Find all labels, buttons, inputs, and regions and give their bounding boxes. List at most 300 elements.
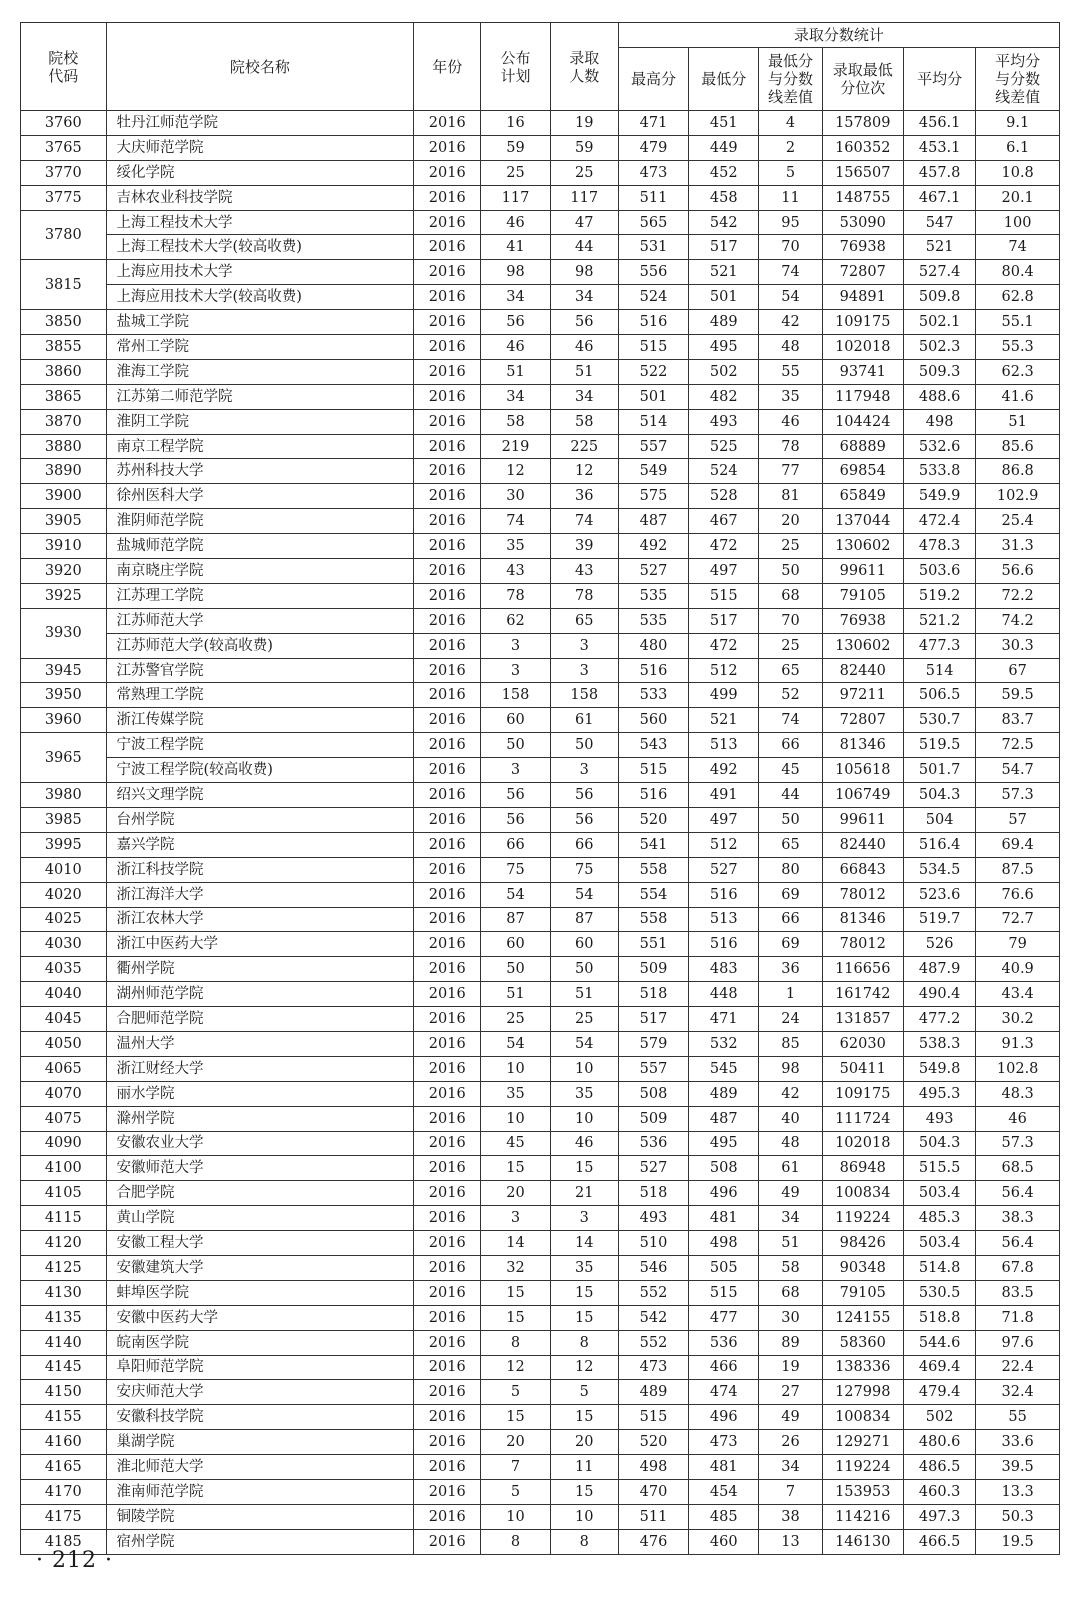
min-score-cell: 454 [689,1479,759,1504]
max-score-cell: 517 [618,1007,688,1032]
admitted-cell: 15 [550,1156,618,1181]
school-name-cell: 上海应用技术大学 [106,260,414,285]
school-code-cell: 4070 [21,1081,107,1106]
table-row [21,384,1060,409]
plan-cell: 7 [481,1455,550,1480]
avg-score-cell: 544.6 [903,1330,975,1355]
min-score-cell: 501 [689,285,759,310]
school-name-cell: 淮阴师范学院 [106,509,414,534]
min-rank-cell: 127998 [822,1380,903,1405]
avg-diff-cell: 20.1 [976,185,1060,210]
header-code: 院校 代码 [21,23,107,111]
min-diff-cell: 19 [759,1355,822,1380]
school-code-cell: 3850 [21,310,107,335]
year-cell: 2016 [414,957,481,982]
avg-diff-cell: 55 [976,1405,1060,1430]
admitted-cell: 25 [550,160,618,185]
min-rank-cell: 129271 [822,1430,903,1455]
avg-score-cell: 478.3 [903,534,975,559]
plan-cell: 35 [481,1081,550,1106]
avg-score-cell: 469.4 [903,1355,975,1380]
avg-diff-cell: 83.5 [976,1280,1060,1305]
admitted-cell: 3 [550,658,618,683]
avg-score-cell: 503.4 [903,1231,975,1256]
plan-cell: 3 [481,758,550,783]
avg-diff-cell: 41.6 [976,384,1060,409]
min-rank-cell: 109175 [822,310,903,335]
school-name-cell: 温州大学 [106,1031,414,1056]
min-score-cell: 512 [689,832,759,857]
header-admitted: 录取 人数 [550,23,618,111]
min-rank-cell: 72807 [822,260,903,285]
table-row [21,1231,1060,1256]
min-rank-cell: 78012 [822,882,903,907]
school-name-cell: 常熟理工学院 [106,683,414,708]
avg-diff-cell: 56.6 [976,559,1060,584]
school-code-cell: 4185 [21,1529,107,1554]
school-name-cell: 巢湖学院 [106,1430,414,1455]
avg-score-cell: 486.5 [903,1455,975,1480]
table-row [21,1305,1060,1330]
table-row [21,210,1060,235]
min-score-cell: 471 [689,1007,759,1032]
min-score-cell: 508 [689,1156,759,1181]
min-diff-cell: 70 [759,235,822,260]
avg-diff-cell: 38.3 [976,1206,1060,1231]
table-row [21,1181,1060,1206]
min-rank-cell: 81346 [822,733,903,758]
min-diff-cell: 38 [759,1504,822,1529]
min-score-cell: 477 [689,1305,759,1330]
max-score-cell: 518 [618,1181,688,1206]
admitted-cell: 117 [550,185,618,210]
admitted-cell: 35 [550,1081,618,1106]
min-score-cell: 491 [689,783,759,808]
school-name-cell: 南京工程学院 [106,434,414,459]
avg-diff-cell: 86.8 [976,459,1060,484]
school-name-cell: 淮阴工学院 [106,409,414,434]
header-avg: 平均分 [903,48,975,111]
avg-score-cell: 549.8 [903,1056,975,1081]
school-name-cell: 安徽农业大学 [106,1131,414,1156]
table-row [21,1031,1060,1056]
table-row [21,409,1060,434]
min-diff-cell: 49 [759,1405,822,1430]
year-cell: 2016 [414,1131,481,1156]
table-row [21,1081,1060,1106]
admitted-cell: 34 [550,285,618,310]
admitted-cell: 54 [550,882,618,907]
max-score-cell: 510 [618,1231,688,1256]
school-code-cell: 4065 [21,1056,107,1081]
year-cell: 2016 [414,1405,481,1430]
admitted-cell: 20 [550,1430,618,1455]
school-name-cell: 绍兴文理学院 [106,783,414,808]
avg-score-cell: 457.8 [903,160,975,185]
avg-score-cell: 526 [903,932,975,957]
avg-score-cell: 502.1 [903,310,975,335]
admitted-cell: 15 [550,1405,618,1430]
school-code-cell: 3930 [21,608,107,658]
min-diff-cell: 25 [759,633,822,658]
table-row [21,708,1060,733]
year-cell: 2016 [414,758,481,783]
plan-cell: 3 [481,658,550,683]
school-code-cell: 3995 [21,832,107,857]
school-name-cell: 淮北师范大学 [106,1455,414,1480]
school-name-cell: 牡丹江师范学院 [106,111,414,136]
max-score-cell: 479 [618,135,688,160]
year-cell: 2016 [414,434,481,459]
school-name-cell: 安庆师范大学 [106,1380,414,1405]
min-score-cell: 528 [689,484,759,509]
min-rank-cell: 105618 [822,758,903,783]
min-diff-cell: 42 [759,310,822,335]
year-cell: 2016 [414,111,481,136]
min-diff-cell: 24 [759,1007,822,1032]
school-code-cell: 4090 [21,1131,107,1156]
min-score-cell: 489 [689,310,759,335]
min-rank-cell: 124155 [822,1305,903,1330]
admitted-cell: 10 [550,1106,618,1131]
admitted-cell: 25 [550,1007,618,1032]
min-rank-cell: 86948 [822,1156,903,1181]
min-score-cell: 481 [689,1206,759,1231]
admitted-cell: 56 [550,807,618,832]
min-score-cell: 499 [689,683,759,708]
school-code-cell: 4075 [21,1106,107,1131]
avg-diff-cell: 46 [976,1106,1060,1131]
header-min-diff: 最低分 与分数 线差值 [759,48,822,111]
year-cell: 2016 [414,1081,481,1106]
school-name-cell: 浙江中医药大学 [106,932,414,957]
min-diff-cell: 77 [759,459,822,484]
min-diff-cell: 70 [759,608,822,633]
avg-score-cell: 504.3 [903,1131,975,1156]
year-cell: 2016 [414,683,481,708]
min-rank-cell: 137044 [822,509,903,534]
avg-score-cell: 493 [903,1106,975,1131]
year-cell: 2016 [414,484,481,509]
school-code-cell: 4165 [21,1455,107,1480]
year-cell: 2016 [414,1007,481,1032]
year-cell: 2016 [414,1181,481,1206]
year-cell: 2016 [414,1255,481,1280]
min-rank-cell: 131857 [822,1007,903,1032]
school-code-cell: 4105 [21,1181,107,1206]
school-name-cell: 吉林农业科技学院 [106,185,414,210]
table-row [21,1455,1060,1480]
max-score-cell: 515 [618,758,688,783]
plan-cell: 46 [481,210,550,235]
min-diff-cell: 35 [759,384,822,409]
max-score-cell: 565 [618,210,688,235]
plan-cell: 50 [481,957,550,982]
plan-cell: 20 [481,1181,550,1206]
school-name-cell: 江苏警官学院 [106,658,414,683]
avg-diff-cell: 50.3 [976,1504,1060,1529]
min-score-cell: 460 [689,1529,759,1554]
max-score-cell: 520 [618,807,688,832]
school-name-cell: 安徽科技学院 [106,1405,414,1430]
min-score-cell: 493 [689,409,759,434]
year-cell: 2016 [414,1504,481,1529]
min-rank-cell: 72807 [822,708,903,733]
year-cell: 2016 [414,135,481,160]
avg-score-cell: 490.4 [903,982,975,1007]
min-diff-cell: 34 [759,1206,822,1231]
admitted-cell: 11 [550,1455,618,1480]
min-score-cell: 517 [689,235,759,260]
table-row [21,658,1060,683]
max-score-cell: 471 [618,111,688,136]
year-cell: 2016 [414,857,481,882]
min-rank-cell: 79105 [822,1280,903,1305]
table-row [21,683,1060,708]
table-row [21,1529,1060,1554]
school-name-cell: 滁州学院 [106,1106,414,1131]
year-cell: 2016 [414,783,481,808]
admitted-cell: 44 [550,235,618,260]
avg-diff-cell: 30.3 [976,633,1060,658]
plan-cell: 3 [481,1206,550,1231]
min-score-cell: 502 [689,359,759,384]
avg-diff-cell: 39.5 [976,1455,1060,1480]
min-score-cell: 524 [689,459,759,484]
min-diff-cell: 65 [759,658,822,683]
admitted-cell: 8 [550,1330,618,1355]
max-score-cell: 535 [618,608,688,633]
school-code-cell: 3900 [21,484,107,509]
plan-cell: 60 [481,708,550,733]
avg-diff-cell: 43.4 [976,982,1060,1007]
max-score-cell: 558 [618,857,688,882]
table-row [21,335,1060,360]
min-diff-cell: 36 [759,957,822,982]
table-row [21,733,1060,758]
avg-score-cell: 515.5 [903,1156,975,1181]
table-row [21,1479,1060,1504]
school-code-cell: 4035 [21,957,107,982]
admitted-cell: 39 [550,534,618,559]
min-score-cell: 489 [689,1081,759,1106]
year-cell: 2016 [414,235,481,260]
table-row [21,1007,1060,1032]
plan-cell: 15 [481,1156,550,1181]
table-row [21,160,1060,185]
min-score-cell: 536 [689,1330,759,1355]
min-diff-cell: 5 [759,160,822,185]
school-code-cell: 4045 [21,1007,107,1032]
avg-score-cell: 467.1 [903,185,975,210]
school-name-cell: 皖南医学院 [106,1330,414,1355]
table-row [21,559,1060,584]
min-score-cell: 448 [689,982,759,1007]
min-rank-cell: 100834 [822,1181,903,1206]
max-score-cell: 558 [618,907,688,932]
admitted-cell: 3 [550,1206,618,1231]
plan-cell: 10 [481,1504,550,1529]
table-row [21,509,1060,534]
admitted-cell: 54 [550,1031,618,1056]
min-rank-cell: 90348 [822,1255,903,1280]
min-diff-cell: 61 [759,1156,822,1181]
admitted-cell: 19 [550,111,618,136]
table-row [21,260,1060,285]
admitted-cell: 15 [550,1280,618,1305]
school-code-cell: 3855 [21,335,107,360]
school-code-cell: 3760 [21,111,107,136]
min-diff-cell: 66 [759,733,822,758]
avg-diff-cell: 10.8 [976,160,1060,185]
table-row [21,1380,1060,1405]
min-rank-cell: 114216 [822,1504,903,1529]
avg-score-cell: 453.1 [903,135,975,160]
school-code-cell: 3950 [21,683,107,708]
max-score-cell: 509 [618,957,688,982]
min-rank-cell: 117948 [822,384,903,409]
min-score-cell: 542 [689,210,759,235]
year-cell: 2016 [414,1455,481,1480]
max-score-cell: 546 [618,1255,688,1280]
min-score-cell: 545 [689,1056,759,1081]
admitted-cell: 3 [550,758,618,783]
min-rank-cell: 97211 [822,683,903,708]
avg-score-cell: 516.4 [903,832,975,857]
table-row [21,534,1060,559]
max-score-cell: 516 [618,783,688,808]
min-diff-cell: 34 [759,1455,822,1480]
admitted-cell: 66 [550,832,618,857]
avg-diff-cell: 102.8 [976,1056,1060,1081]
min-rank-cell: 76938 [822,235,903,260]
max-score-cell: 509 [618,1106,688,1131]
school-name-cell: 台州学院 [106,807,414,832]
avg-score-cell: 519.5 [903,733,975,758]
admission-score-table [20,22,1060,1555]
school-name-cell: 上海应用技术大学(较高收费) [106,285,414,310]
table-row [21,932,1060,957]
max-score-cell: 470 [618,1479,688,1504]
avg-score-cell: 547 [903,210,975,235]
school-code-cell: 3985 [21,807,107,832]
avg-score-cell: 502.3 [903,335,975,360]
avg-score-cell: 514 [903,658,975,683]
table-row [21,434,1060,459]
school-name-cell: 黄山学院 [106,1206,414,1231]
max-score-cell: 551 [618,932,688,957]
admitted-cell: 60 [550,932,618,957]
plan-cell: 15 [481,1280,550,1305]
avg-score-cell: 530.7 [903,708,975,733]
school-name-cell: 上海工程技术大学 [106,210,414,235]
avg-diff-cell: 19.5 [976,1529,1060,1554]
min-score-cell: 505 [689,1255,759,1280]
school-code-cell: 3965 [21,733,107,783]
year-cell: 2016 [414,534,481,559]
min-diff-cell: 40 [759,1106,822,1131]
school-code-cell: 3880 [21,434,107,459]
min-rank-cell: 106749 [822,783,903,808]
min-diff-cell: 1 [759,982,822,1007]
min-diff-cell: 52 [759,683,822,708]
avg-score-cell: 503.6 [903,559,975,584]
school-name-cell: 宁波工程学院 [106,733,414,758]
max-score-cell: 489 [618,1380,688,1405]
plan-cell: 66 [481,832,550,857]
min-rank-cell: 76938 [822,608,903,633]
table-row [21,135,1060,160]
school-code-cell: 4130 [21,1280,107,1305]
min-diff-cell: 68 [759,583,822,608]
school-name-cell: 宁波工程学院(较高收费) [106,758,414,783]
school-name-cell: 阜阳师范学院 [106,1355,414,1380]
school-code-cell: 4175 [21,1504,107,1529]
admitted-cell: 46 [550,1131,618,1156]
table-row [21,484,1060,509]
admitted-cell: 46 [550,335,618,360]
school-code-cell: 4100 [21,1156,107,1181]
avg-diff-cell: 74 [976,235,1060,260]
avg-diff-cell: 79 [976,932,1060,957]
avg-score-cell: 456.1 [903,111,975,136]
min-rank-cell: 98426 [822,1231,903,1256]
max-score-cell: 524 [618,285,688,310]
avg-diff-cell: 54.7 [976,758,1060,783]
min-diff-cell: 30 [759,1305,822,1330]
min-diff-cell: 49 [759,1181,822,1206]
min-diff-cell: 26 [759,1430,822,1455]
avg-diff-cell: 97.6 [976,1330,1060,1355]
school-name-cell: 蚌埠医学院 [106,1280,414,1305]
plan-cell: 12 [481,1355,550,1380]
school-code-cell: 3960 [21,708,107,733]
min-rank-cell: 104424 [822,409,903,434]
avg-diff-cell: 85.6 [976,434,1060,459]
table-row [21,982,1060,1007]
school-code-cell: 4150 [21,1380,107,1405]
min-diff-cell: 66 [759,907,822,932]
header-plan: 公布 计划 [481,23,550,111]
min-score-cell: 521 [689,260,759,285]
min-diff-cell: 54 [759,285,822,310]
plan-cell: 60 [481,932,550,957]
min-diff-cell: 51 [759,1231,822,1256]
avg-diff-cell: 32.4 [976,1380,1060,1405]
min-rank-cell: 130602 [822,633,903,658]
plan-cell: 10 [481,1106,550,1131]
min-score-cell: 532 [689,1031,759,1056]
min-diff-cell: 48 [759,1131,822,1156]
page-number: · 212 · [36,1548,113,1573]
year-cell: 2016 [414,559,481,584]
avg-score-cell: 521.2 [903,608,975,633]
avg-score-cell: 487.9 [903,957,975,982]
table-row [21,285,1060,310]
avg-score-cell: 506.5 [903,683,975,708]
school-name-cell: 绥化学院 [106,160,414,185]
avg-score-cell: 485.3 [903,1206,975,1231]
min-diff-cell: 55 [759,359,822,384]
plan-cell: 32 [481,1255,550,1280]
max-score-cell: 493 [618,1206,688,1231]
avg-score-cell: 518.8 [903,1305,975,1330]
admitted-cell: 225 [550,434,618,459]
plan-cell: 117 [481,185,550,210]
plan-cell: 58 [481,409,550,434]
plan-cell: 15 [481,1405,550,1430]
max-score-cell: 487 [618,509,688,534]
